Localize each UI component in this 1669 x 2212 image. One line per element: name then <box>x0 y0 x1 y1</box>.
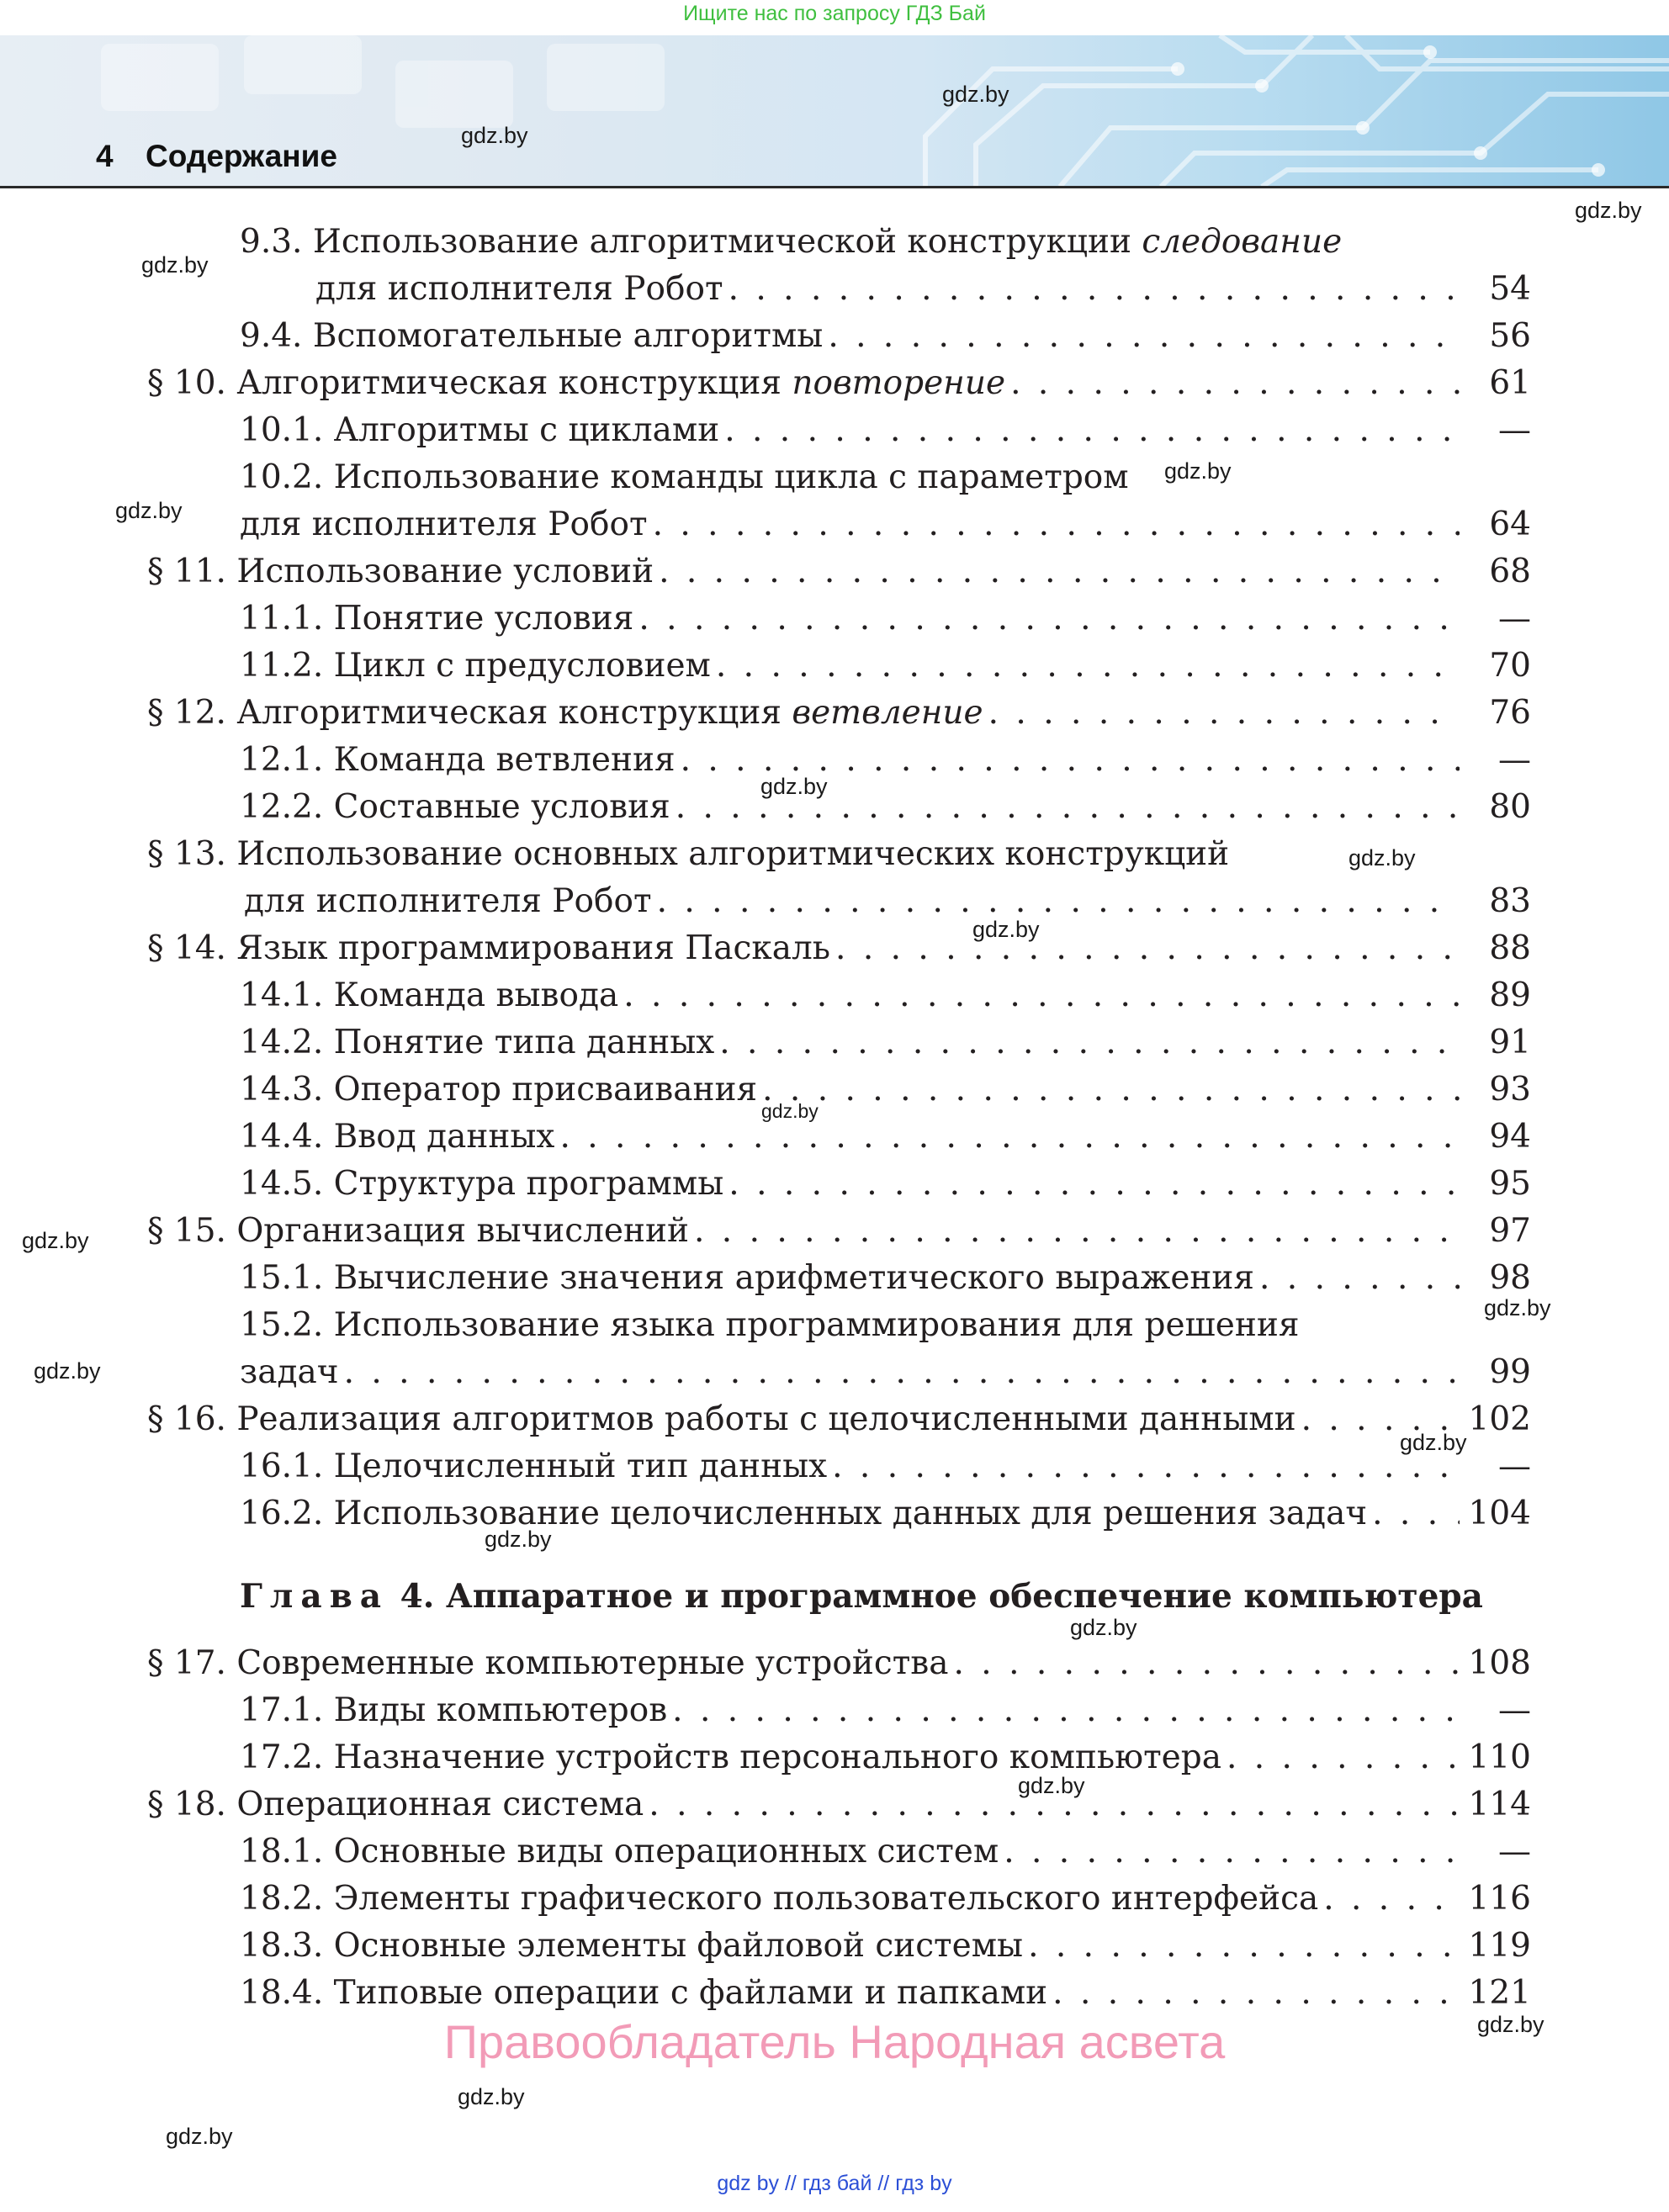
leader-dots <box>659 548 1460 595</box>
leader-dots <box>716 643 1460 690</box>
leader-dots <box>1004 1828 1460 1876</box>
watermark: gdz.by <box>1164 458 1232 484</box>
watermark: gdz.by <box>1070 1615 1137 1640</box>
top-notice[interactable]: Ищите нас по запросу ГДЗ Бай <box>683 2 986 25</box>
chapter-title: 4. Аппаратное и программное обеспечение компьютера <box>389 1577 1483 1616</box>
leader-dots <box>762 1066 1460 1114</box>
toc-page-number: 95 <box>1489 1165 1531 1203</box>
toc-line <box>147 690 1460 737</box>
toc-line-text: 18.1. Основные виды операционных систем <box>240 1833 999 1871</box>
toc-page-number: 70 <box>1489 647 1531 685</box>
watermark: gdz.by <box>972 917 1040 942</box>
toc-line-text: 16.2. Использование целочисленных данных для решения задач <box>240 1495 1368 1532</box>
toc-line <box>240 1970 1460 2017</box>
leader-dots <box>657 878 1460 925</box>
watermark: gdz.by <box>22 1228 89 1253</box>
toc-line-text: 14.1. Команда вывода <box>240 976 619 1014</box>
leader-dots <box>559 1114 1460 1161</box>
toc-line-text: 11.1. Понятие условия <box>240 600 634 638</box>
watermark: gdz.by <box>761 1100 819 1122</box>
toc-page-number: 110 <box>1468 1738 1531 1776</box>
watermark: gdz.by <box>458 2084 525 2109</box>
leader-dots <box>623 972 1460 1019</box>
toc-page-number: 64 <box>1489 505 1531 543</box>
toc-page-number: 99 <box>1489 1353 1531 1391</box>
chapter-label: Глава <box>240 1577 389 1616</box>
toc-line-text: 14.5. Структура программы <box>240 1165 724 1203</box>
toc-page-number: 83 <box>1489 882 1531 920</box>
toc-line-text: для исполнителя Робот <box>240 505 648 543</box>
leader-dots <box>694 1208 1460 1255</box>
leader-dots <box>724 407 1460 454</box>
toc-page-number: 116 <box>1468 1880 1531 1918</box>
toc-page-number: 68 <box>1489 553 1531 590</box>
toc-line-text: 10.2. Использование команды цикла с параметром <box>240 458 1129 496</box>
toc-line <box>147 1208 1460 1255</box>
watermark: gdz.by <box>1018 1773 1085 1798</box>
toc-page-number: — <box>1498 600 1531 638</box>
toc-page-number: 89 <box>1489 976 1531 1014</box>
watermark: gdz.by <box>485 1527 552 1552</box>
toc-line <box>240 1876 1460 1923</box>
leader-dots <box>638 595 1460 643</box>
toc-line <box>240 1490 1460 1537</box>
toc-page-number: 119 <box>1468 1927 1531 1965</box>
toc-line <box>240 1019 1460 1066</box>
toc-line-text: 16.1. Целочисленный тип данных <box>240 1447 828 1485</box>
toc-page-number: — <box>1498 1833 1531 1871</box>
toc-line <box>240 219 1342 266</box>
toc-line-text: 17.2. Назначение устройств персонального компьютера <box>240 1738 1221 1776</box>
toc-line-text: § 13. Использование основных алгоритмических конструкций <box>147 835 1230 873</box>
toc-line-text: для исполнителя Робот <box>315 270 723 308</box>
toc-line <box>240 313 1460 360</box>
watermark: gdz.by <box>1575 198 1642 223</box>
toc-line-text: § 17. Современные компьютерные устройства <box>147 1644 949 1682</box>
leader-dots <box>1052 1970 1460 2017</box>
watermark: gdz.by <box>760 774 828 799</box>
leader-dots <box>1010 360 1460 407</box>
toc-line-text: 14.3. Оператор присваивания <box>240 1071 758 1109</box>
toc-line-text: для исполнителя Робот <box>244 882 652 920</box>
copyright-notice: Правообладатель Народная асвета <box>443 2015 1226 2068</box>
leader-dots <box>988 690 1460 737</box>
toc-page-number: 114 <box>1468 1786 1531 1823</box>
leader-dots <box>729 266 1460 313</box>
toc-line <box>240 407 1460 454</box>
leader-dots <box>954 1640 1460 1687</box>
toc-page-number: — <box>1498 411 1531 449</box>
toc-page-number: 104 <box>1468 1495 1531 1532</box>
toc-line <box>240 1443 1460 1490</box>
toc-line <box>240 1734 1460 1781</box>
chapter-heading <box>240 1573 1483 1620</box>
toc-page-number: 94 <box>1489 1118 1531 1156</box>
toc-line-italic: следование <box>1142 223 1343 261</box>
toc-line <box>240 1114 1460 1161</box>
leader-dots <box>832 1443 1460 1490</box>
toc-line-text: 12.1. Команда ветвления <box>240 741 676 779</box>
toc-line <box>240 1255 1460 1302</box>
toc-line <box>147 831 1229 878</box>
toc-line <box>240 972 1460 1019</box>
toc-line-text: § 14. Язык программирования Паскаль <box>147 929 831 967</box>
toc-page-number: 97 <box>1489 1212 1531 1250</box>
toc-line <box>147 1396 1460 1443</box>
leader-dots <box>828 313 1460 360</box>
toc-line-text: 17.1. Виды компьютеров <box>240 1691 668 1729</box>
toc-page-number: 76 <box>1489 694 1531 732</box>
toc-line-text: § 10. Алгоритмическая конструкция повторение <box>147 364 1006 402</box>
toc-page-number: 121 <box>1468 1974 1531 2012</box>
toc-line-text: 14.4. Ввод данных <box>240 1118 555 1156</box>
toc-line <box>244 878 1460 925</box>
watermark: gdz.by <box>942 82 1009 107</box>
leader-dots <box>719 1019 1460 1066</box>
page-number: 4 <box>96 139 114 173</box>
toc-line-text: 9.4. Вспомогательные алгоритмы <box>240 317 824 355</box>
toc-line <box>147 1781 1460 1828</box>
toc-line <box>147 925 1460 972</box>
toc-page-number: — <box>1498 741 1531 779</box>
toc-line-text: 12.2. Составные условия <box>240 788 670 826</box>
watermark: gdz.by <box>166 2124 233 2149</box>
watermark: gdz.by <box>1348 845 1416 871</box>
watermark: gdz.by <box>1400 1430 1467 1455</box>
toc-page-number: 54 <box>1489 270 1531 308</box>
toc-page-number: 91 <box>1489 1024 1531 1061</box>
toc-line <box>240 1687 1460 1734</box>
toc-line <box>240 454 1129 501</box>
toc-line <box>240 501 1460 548</box>
toc-line <box>147 1640 1460 1687</box>
toc-page-number: 108 <box>1468 1644 1531 1682</box>
toc-line <box>240 1302 1299 1349</box>
toc-line <box>147 548 1460 595</box>
leader-dots <box>835 925 1460 972</box>
toc-line <box>240 643 1460 690</box>
leader-dots <box>344 1349 1460 1396</box>
toc-page-number: — <box>1498 1447 1531 1485</box>
toc-line-text: 18.4. Типовые операции с файлами и папками <box>240 1974 1048 2012</box>
leader-dots <box>729 1161 1460 1208</box>
leader-dots <box>1028 1923 1460 1970</box>
watermark: gdz.by <box>461 123 528 148</box>
toc-page-number: 80 <box>1489 788 1531 826</box>
toc-line <box>240 784 1460 831</box>
toc-page-number: 56 <box>1489 317 1531 355</box>
toc-page-number: 102 <box>1468 1400 1531 1438</box>
toc-line-text: § 15. Организация вычислений <box>147 1212 689 1250</box>
toc-line-text: 14.2. Понятие типа данных <box>240 1024 715 1061</box>
leader-dots <box>672 1687 1460 1734</box>
watermark: gdz.by <box>1484 1295 1551 1320</box>
leader-dots <box>653 501 1460 548</box>
toc-line <box>240 1349 1460 1396</box>
toc-line-text: задач <box>240 1353 339 1391</box>
leader-dots <box>1227 1734 1460 1781</box>
toc-page-number: 88 <box>1489 929 1531 967</box>
watermark: gdz.by <box>115 498 183 523</box>
toc-page-number: 98 <box>1489 1259 1531 1297</box>
toc-line-text: § 18. Операционная система <box>147 1786 644 1823</box>
page-title: Содержание <box>146 139 337 173</box>
toc-line <box>240 1066 1460 1114</box>
toc-line-text: 15.1. Вычисление значения арифметического выражения <box>240 1259 1254 1297</box>
footer-links[interactable]: gdz by // гдз бай // гдз by <box>717 2172 952 2195</box>
watermark: gdz.by <box>1477 2012 1544 2037</box>
toc-line-text: § 16. Реализация алгоритмов работы с целочисленными данными <box>147 1400 1296 1438</box>
toc-line-text: § 11. Использование условий <box>147 553 654 590</box>
toc-page-number: 93 <box>1489 1071 1531 1109</box>
toc-line <box>147 360 1460 407</box>
toc-line-text: 9.3. Использование алгоритмической конструкции <box>240 223 1142 261</box>
toc-line <box>240 1161 1460 1208</box>
toc-line-text: 10.1. Алгоритмы с циклами <box>240 411 720 449</box>
toc-line <box>240 1828 1460 1876</box>
toc-line-text: 11.2. Цикл с предусловием <box>240 647 711 685</box>
toc-line <box>240 737 1460 784</box>
watermark: gdz.by <box>34 1358 101 1384</box>
toc-line-text: 18.2. Элементы графического пользовательского интерфейса <box>240 1880 1319 1918</box>
toc-line-text: 18.3. Основные элементы файловой системы <box>240 1927 1024 1965</box>
toc-line <box>315 266 1460 313</box>
watermark: gdz.by <box>141 252 209 278</box>
toc-line-text: § 12. Алгоритмическая конструкция ветвление <box>147 694 983 732</box>
toc-page-number: 61 <box>1489 364 1531 402</box>
toc-line-text: 15.2. Использование языка программирования для решения <box>240 1306 1300 1344</box>
toc-line <box>240 1923 1460 1970</box>
toc-line <box>240 595 1460 643</box>
toc-page-number: — <box>1498 1691 1531 1729</box>
